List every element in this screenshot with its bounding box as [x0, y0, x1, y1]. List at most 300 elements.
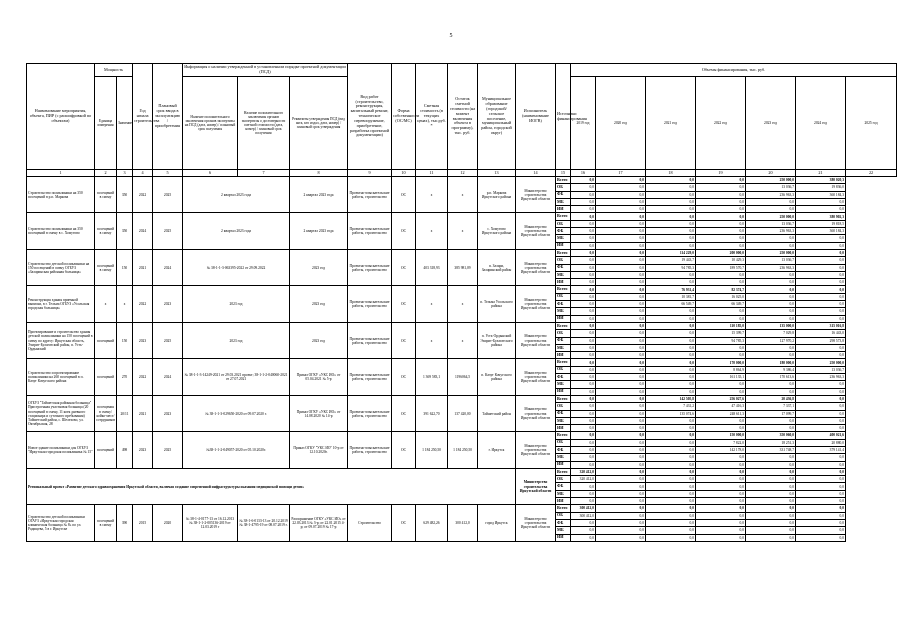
amount-cell: 0,0 [571, 359, 596, 366]
amount-cell: 0,0 [571, 483, 596, 490]
amount-cell: 0,0 [571, 490, 596, 497]
amount-cell: 0,0 [571, 249, 596, 256]
approval-docs: 2 квартал 2023 года [290, 213, 348, 249]
amount-cell: 0,0 [596, 461, 646, 468]
capacity-unit: посещения в смену/койко-мест/сотрудников [95, 395, 117, 431]
amount-cell: 0,0 [596, 388, 646, 395]
capacity-value: 150 [117, 322, 133, 358]
remaining-cost: х [448, 322, 478, 358]
amount-cell: 0,0 [696, 454, 746, 461]
amount-cell: 0,0 [796, 293, 846, 300]
column-number: 16 [571, 170, 596, 177]
source-code: ИИ [556, 279, 571, 286]
amount-cell: 380 020,3 [796, 177, 846, 184]
amount-cell: 0,0 [646, 461, 696, 468]
amount-cell: 0,0 [696, 315, 746, 322]
amount-cell: 20 436,8 [746, 395, 796, 402]
amount-cell: 0,0 [746, 388, 796, 395]
amount-cell: 0,0 [746, 476, 796, 483]
object-name: ОГБУЗ "Тайшетская районная больница" Пристроенная участковая больница (20 посещений в смену, 11 коек дневного стационара и суточного пребывания) Тайшетский район, с. Шелехово, ул. Октябрьская, 28 [27, 395, 95, 431]
amount-cell: 0,0 [646, 352, 696, 359]
amount-cell: 0,0 [796, 512, 846, 519]
header-planned-term: Плановый срок ввода в эксплуатацию / приобретения [153, 64, 183, 170]
header-value: Значение [117, 77, 133, 170]
amount-cell: 0,0 [596, 206, 646, 213]
amount-cell: 0,0 [571, 403, 596, 410]
amount-cell: 0,0 [746, 534, 796, 541]
source-code: ОБ [556, 476, 571, 483]
header-approval-docs: Реквизиты утверждения ПСД (вид акта, кто издал, дата, номер) / плановый срок утверждения [290, 77, 348, 170]
approval-docs: Распоряжение ОГКУ «УКС ИО» от 22.03.2013 № 3-р; от 22.01.2015 4-р; от 09.07.2019 № 17-р [290, 505, 348, 541]
source-code: ОБ [556, 184, 571, 191]
capacity-unit: посещений в смену [95, 249, 117, 285]
amount-cell: 82 374,7 [696, 286, 746, 293]
amount-cell: 0,0 [696, 344, 746, 351]
column-number: 20 [746, 170, 796, 177]
amount-cell: 135 000,0 [746, 322, 796, 329]
expert-conclusion: 2023 год [183, 322, 290, 358]
source-code: ФБ [556, 374, 571, 381]
amount-cell: 0,0 [796, 490, 846, 497]
source-code: ОБ [556, 512, 571, 519]
amount-cell: 0,0 [571, 446, 596, 453]
source-code: ОБ [556, 366, 571, 373]
amount-cell: 0,0 [646, 512, 696, 519]
source-code: МБ [556, 271, 571, 278]
amount-cell: 0,0 [696, 527, 746, 534]
amount-cell: 0,0 [646, 322, 696, 329]
source-code: ФБ [556, 191, 571, 198]
amount-cell: 0,0 [646, 198, 696, 205]
amount-cell: 0,0 [571, 220, 596, 227]
source-code: ИИ [556, 534, 571, 541]
amount-cell: 380 902,3 [796, 213, 846, 220]
start-year: 2015 [133, 505, 153, 541]
object-name: Строительство детской поликлиники ОГАУЗ «Иркутская городская клиническая больница № 8» по ул. Радищева, 5 в г. Иркутске [27, 505, 95, 541]
source-code: МБ [556, 308, 571, 315]
capacity-value: 270 [117, 359, 133, 395]
table-row [27, 395, 897, 402]
municipality: Тайшетский район [478, 395, 516, 431]
expert-conclusion: 2 квартал 2023 года [183, 177, 290, 213]
amount-cell: 0,0 [696, 461, 746, 468]
estimated-cost: 629 482,26 [416, 505, 448, 541]
object-name: Новое здание поликлиники для ОГБУЗ "Иркутская городская поликлиника № 15" [27, 432, 95, 468]
amount-cell: 0,0 [646, 242, 696, 249]
source-code: ОБ [556, 220, 571, 227]
start-year: 2021 [133, 249, 153, 285]
amount-cell: 0,0 [696, 242, 746, 249]
amount-cell: 0,0 [696, 228, 746, 235]
amount-cell: 0,0 [696, 213, 746, 220]
amount-cell: 0,0 [646, 315, 696, 322]
amount-cell: 0,0 [571, 257, 596, 264]
amount-cell: 0,0 [646, 534, 696, 541]
amount-cell: 13 036,7 [746, 220, 796, 227]
amount-cell: 0,0 [696, 468, 746, 475]
amount-cell: 298 573,8 [796, 337, 846, 344]
column-number-row [27, 170, 897, 177]
amount-cell: 315 016,8 [796, 322, 846, 329]
amount-cell: 0,0 [596, 177, 646, 184]
amount-cell: 0,0 [646, 468, 696, 475]
amount-cell: 0,0 [571, 271, 596, 278]
amount-cell: 0,0 [746, 454, 796, 461]
amount-cell: 0,0 [596, 417, 646, 424]
financing-table [26, 63, 897, 542]
amount-cell: 170 613,6 [746, 374, 796, 381]
amount-cell: 300 412,0 [571, 505, 596, 512]
amount-cell: 360 184,3 [796, 191, 846, 198]
amount-cell: 0,0 [596, 505, 646, 512]
amount-cell: 0,0 [571, 308, 596, 315]
column-number: 5 [153, 170, 183, 177]
amount-cell: 13 036,7 [796, 366, 846, 373]
amount-cell: 0,0 [796, 242, 846, 249]
expert-conclusion: № 38-1-1-3-063395-2022 от 29.09.2022 [183, 249, 290, 285]
amount-cell: 0,0 [596, 439, 646, 446]
amount-cell: 16 443,0 [796, 330, 846, 337]
planned-term: 2023 [153, 286, 183, 322]
source-code: МБ [556, 381, 571, 388]
amount-cell: 0,0 [746, 352, 796, 359]
amount-cell: 250 000,0 [746, 249, 796, 256]
executor: Министерство строительства Иркутской области [516, 322, 556, 358]
header-name: Наименование мероприятия, объекта, ПИР (с расшифровкой по объектам) [27, 64, 95, 170]
amount-cell: 0,0 [796, 410, 846, 417]
amount-cell: 0,0 [796, 403, 846, 410]
amount-cell: 0,0 [596, 330, 646, 337]
amount-cell: 0,0 [646, 527, 696, 534]
amount-cell: 0,0 [746, 301, 796, 308]
expert-conclusion: № 38-1-4-0177-13 от 16.12.2013 № 38-1-1-2-005136-2019 от 12.03.2019 г [183, 505, 238, 541]
header-estimated-cost: Сметная стоимость (в текущих ценах), тыс.руб. * [416, 64, 448, 170]
amount-cell: 0,0 [646, 483, 696, 490]
table-row [27, 432, 897, 439]
amount-cell: 189 570,7 [696, 264, 746, 271]
table-row [27, 213, 897, 220]
municipality: п. Залари, Заларинский район [478, 249, 516, 285]
column-number: 12 [448, 170, 478, 177]
amount-cell: 0,0 [571, 352, 596, 359]
amount-cell: 0,0 [796, 344, 846, 351]
works-type: Проектно-изыскательские работы, строительство [348, 286, 392, 322]
amount-cell: 0,0 [596, 191, 646, 198]
amount-cell: 0,0 [646, 381, 696, 388]
source-code: Всего [556, 177, 571, 184]
amount-cell: 0,0 [596, 308, 646, 315]
amount-cell: 0,0 [596, 235, 646, 242]
amount-cell: 0,0 [646, 213, 696, 220]
amount-cell: 0,0 [596, 527, 646, 534]
amount-cell: 0,0 [646, 228, 696, 235]
amount-cell: 0,0 [596, 184, 646, 191]
works-type: Проектно-изыскательские работы, строительство [348, 432, 392, 468]
amount-cell: 7 431,2 [646, 403, 696, 410]
amount-cell: 0,0 [746, 279, 796, 286]
remaining-cost: х [448, 286, 478, 322]
column-number: 4 [133, 170, 153, 177]
header-remaining-cost: Остаток сметной стоимости (на момент включения объекта в программу), тыс. руб. [448, 64, 478, 170]
amount-cell: 10 429,3 [696, 257, 746, 264]
amount-cell: 0,0 [571, 198, 596, 205]
amount-cell: 135 074,6 [646, 410, 696, 417]
column-number: 15 [556, 170, 571, 177]
amount-cell: 250 000,0 [746, 177, 796, 184]
municipality: город Иркутск [478, 505, 516, 541]
amount-cell: 0,0 [646, 177, 696, 184]
executor: Министерство строительства Иркутской области [516, 286, 556, 322]
executor: Министерство строительства Иркутской области [516, 177, 556, 213]
amount-cell: 13 036,7 [746, 184, 796, 191]
amount-cell: 360 184,3 [796, 228, 846, 235]
amount-cell: 0,0 [696, 483, 746, 490]
source-code: ФБ [556, 519, 571, 526]
source-code: Всего [556, 286, 571, 293]
remaining-cost: 1196064,5 [448, 359, 478, 395]
amount-cell: 0,0 [571, 191, 596, 198]
amount-cell: 20 880,0 [796, 439, 846, 446]
table-row [27, 322, 897, 329]
amount-cell: 0,0 [746, 505, 796, 512]
amount-cell: 0,0 [796, 279, 846, 286]
amount-cell: 0,0 [646, 490, 696, 497]
header-executor: Исполнитель (наименование ИОГВ) [516, 64, 556, 170]
executor: Министерство строительства Иркутской области [516, 359, 556, 395]
amount-cell: 0,0 [796, 505, 846, 512]
approval-docs: 2 квартал 2023 года [290, 177, 348, 213]
amount-cell: 180 000,0 [746, 359, 796, 366]
municipality: с. Хомутово Иркутского района [478, 213, 516, 249]
source-code: ОБ [556, 257, 571, 264]
planned-term: 2024 [153, 359, 183, 395]
amount-cell: 0,0 [796, 388, 846, 395]
amount-cell: 0,0 [796, 425, 846, 432]
amount-cell: 0,0 [746, 293, 796, 300]
ownership: ОС [392, 286, 416, 322]
amount-cell: 0,0 [596, 498, 646, 505]
ownership: ОС [392, 395, 416, 431]
amount-cell: 0,0 [646, 425, 696, 432]
table-row [27, 468, 897, 475]
amount-cell: 0,0 [646, 308, 696, 315]
source-code: Всего [556, 432, 571, 439]
table-body [27, 64, 897, 542]
approval-docs: Приказ ОГКУ «УКС ИО» от 05.04.2021 № 5-р [290, 359, 348, 395]
capacity-value: 390 [117, 505, 133, 541]
amount-cell: 0,0 [646, 476, 696, 483]
amount-cell: 331 748,7 [746, 446, 796, 453]
amount-cell: 0,0 [596, 249, 646, 256]
amount-cell: 0,0 [796, 527, 846, 534]
start-year: 2022 [133, 286, 153, 322]
source-code: Всего [556, 505, 571, 512]
approval-docs: Приказ ОГКУ "УКС ИО" 10-р от 12.10.2020г. [290, 432, 348, 468]
object-name: Строительство поликлиники на 350 посещений в смену в с. Хомутово [27, 213, 95, 249]
source-code: ИИ [556, 498, 571, 505]
executor: Министерство строительства Иркутской области [516, 468, 556, 504]
amount-cell: 250 000,0 [746, 213, 796, 220]
amount-cell: 350 060,0 [746, 432, 796, 439]
header-source: Источники финансирования [556, 64, 571, 170]
amount-cell: 0,0 [646, 344, 696, 351]
amount-cell: 0,0 [696, 271, 746, 278]
header-unit: Единица измерения [95, 77, 117, 170]
amount-cell: 0,0 [696, 235, 746, 242]
amount-cell: 10 381,7 [646, 293, 696, 300]
object-name: Строительство детской поликлиники на 150 посещений в смену ОГБУЗ «Заларинская районная больница» [27, 249, 95, 285]
executor: Министерство строительства Иркутской области [516, 505, 556, 541]
source-code: ОБ [556, 439, 571, 446]
amount-cell: 236 963,3 [746, 191, 796, 198]
amount-cell: 0,0 [646, 206, 696, 213]
amount-cell: 0,0 [571, 417, 596, 424]
remaining-cost: х [448, 213, 478, 249]
source-code: ИИ [556, 461, 571, 468]
amount-cell: 0,0 [596, 490, 646, 497]
amount-cell: 0,0 [696, 191, 746, 198]
column-number: 22 [846, 170, 897, 177]
amount-cell: 0,0 [696, 519, 746, 526]
amount-cell: 0,0 [596, 220, 646, 227]
amount-cell: 0,0 [696, 381, 746, 388]
works-type: Проектно-изыскательские работы, строительство [348, 177, 392, 213]
amount-cell: 256 027,6 [696, 395, 746, 402]
amount-cell: 66 349,7 [696, 301, 746, 308]
amount-cell: 0,0 [596, 374, 646, 381]
column-number: 17 [596, 170, 646, 177]
source-code: МБ [556, 344, 571, 351]
ownership: ОС [392, 213, 416, 249]
column-number: 21 [796, 170, 846, 177]
amount-cell: 0,0 [796, 381, 846, 388]
amount-cell: 0,0 [746, 527, 796, 534]
amount-cell: 0,0 [596, 271, 646, 278]
amount-cell: 0,0 [696, 490, 746, 497]
remaining-cost: 1 184 250,50 [448, 432, 478, 468]
estimated-cost: х [416, 213, 448, 249]
amount-cell: 0,0 [696, 308, 746, 315]
source-code: МБ [556, 527, 571, 534]
header-cost-conclusion: Наличие положительного заключения органов экспертизы о достоверности сметной стоимости (дата, номер) / плановый срок получения [238, 77, 290, 170]
amount-cell: 0,0 [796, 352, 846, 359]
amount-cell: 0,0 [746, 315, 796, 322]
amount-cell: 0,0 [571, 344, 596, 351]
header-year-2024: 2024 год [796, 77, 846, 170]
amount-cell: 0,0 [596, 381, 646, 388]
amount-cell: 0,0 [646, 271, 696, 278]
amount-cell: 0,0 [746, 235, 796, 242]
source-code: ИИ [556, 206, 571, 213]
estimated-cost: х [416, 286, 448, 322]
works-type: Проектно-изыскательские работы, строительство [348, 395, 392, 431]
amount-cell: 0,0 [796, 235, 846, 242]
planned-term: 2025 [153, 213, 183, 249]
expert-conclusion: 2023 год [183, 286, 290, 322]
amount-cell: 0,0 [646, 279, 696, 286]
amount-cell: 0,0 [746, 417, 796, 424]
ownership: ОС [392, 359, 416, 395]
amount-cell: 0,0 [596, 425, 646, 432]
amount-cell: 0,0 [596, 519, 646, 526]
municipality: п. Качуг Качугского района [478, 359, 516, 395]
amount-cell: 0,0 [796, 264, 846, 271]
amount-cell: 236 963,3 [746, 264, 796, 271]
municipality: р.п. Маркова Иркутского района [478, 177, 516, 213]
source-code: ФБ [556, 301, 571, 308]
amount-cell: 0,0 [571, 177, 596, 184]
amount-cell: 400 021,6 [796, 432, 846, 439]
amount-cell: 0,0 [596, 279, 646, 286]
column-number: 13 [478, 170, 516, 177]
amount-cell: 0,0 [571, 366, 596, 373]
amount-cell: 18 251,3 [746, 439, 796, 446]
amount-cell: 0,0 [796, 301, 846, 308]
amount-cell: 0,0 [571, 519, 596, 526]
estimated-cost: 1 369 583,1 [416, 359, 448, 395]
table-row [27, 286, 897, 293]
amount-cell: 0,0 [596, 483, 646, 490]
amount-cell: 0,0 [571, 286, 596, 293]
works-type: Строительство [348, 505, 392, 541]
amount-cell: 0,0 [571, 388, 596, 395]
estimated-cost: х [416, 177, 448, 213]
object-name: Реконструкция здания приемной выписки, в г. Тельма ОГБУЗ «Усольская городская больница» [27, 286, 95, 322]
ownership: ОС [392, 432, 416, 468]
capacity-value: х [117, 286, 133, 322]
planned-term: 2023 [153, 395, 183, 431]
amount-cell: 13 036,7 [746, 257, 796, 264]
page-number: 5 [449, 33, 453, 39]
amount-cell: 0,0 [646, 505, 696, 512]
table-row [27, 505, 897, 512]
amount-cell: 0,0 [796, 417, 846, 424]
capacity-value: 498 [117, 432, 133, 468]
amount-cell: 0,0 [571, 322, 596, 329]
amount-cell: 0,0 [746, 498, 796, 505]
amount-cell: 0,0 [796, 454, 846, 461]
approval-docs: Приказ ОГКУ «УКС ИО» от 14.08.2020 № 14-р [290, 395, 348, 431]
works-type: Проектно-изыскательские работы, строительство [348, 249, 392, 285]
amount-cell: 0,0 [646, 432, 696, 439]
amount-cell: 19 443,7 [646, 257, 696, 264]
amount-cell: 0,0 [796, 206, 846, 213]
amount-cell: 320 412,0 [571, 468, 596, 475]
start-year: 2024 [133, 213, 153, 249]
amount-cell: 0,0 [696, 512, 746, 519]
header-municipality: Муниципальное образование (городской/сельское поселение, муниципальный район, городской округ) [478, 64, 516, 170]
source-code: ФБ [556, 264, 571, 271]
amount-cell: 0,0 [596, 352, 646, 359]
amount-cell: 0,0 [596, 293, 646, 300]
amount-cell: 0,0 [571, 184, 596, 191]
amount-cell: 66 549,7 [646, 301, 696, 308]
ownership: ОС [392, 249, 416, 285]
amount-cell: 0,0 [596, 286, 646, 293]
amount-cell: 0,0 [596, 322, 646, 329]
amount-cell: 0,0 [571, 527, 596, 534]
amount-cell: 0,0 [596, 257, 646, 264]
amount-cell: 0,0 [571, 293, 596, 300]
remaining-cost: 385 981,09 [448, 249, 478, 285]
expert-conclusion: № 38-1-1-3-029650-2020 от 09.07.2020 г. [183, 395, 290, 431]
amount-cell: 7 337,1 [746, 403, 796, 410]
amount-cell: 0,0 [696, 476, 746, 483]
amount-cell: 0,0 [571, 213, 596, 220]
table-row [27, 177, 897, 184]
planned-term: 2020 [153, 505, 183, 541]
column-number: 11 [416, 170, 448, 177]
